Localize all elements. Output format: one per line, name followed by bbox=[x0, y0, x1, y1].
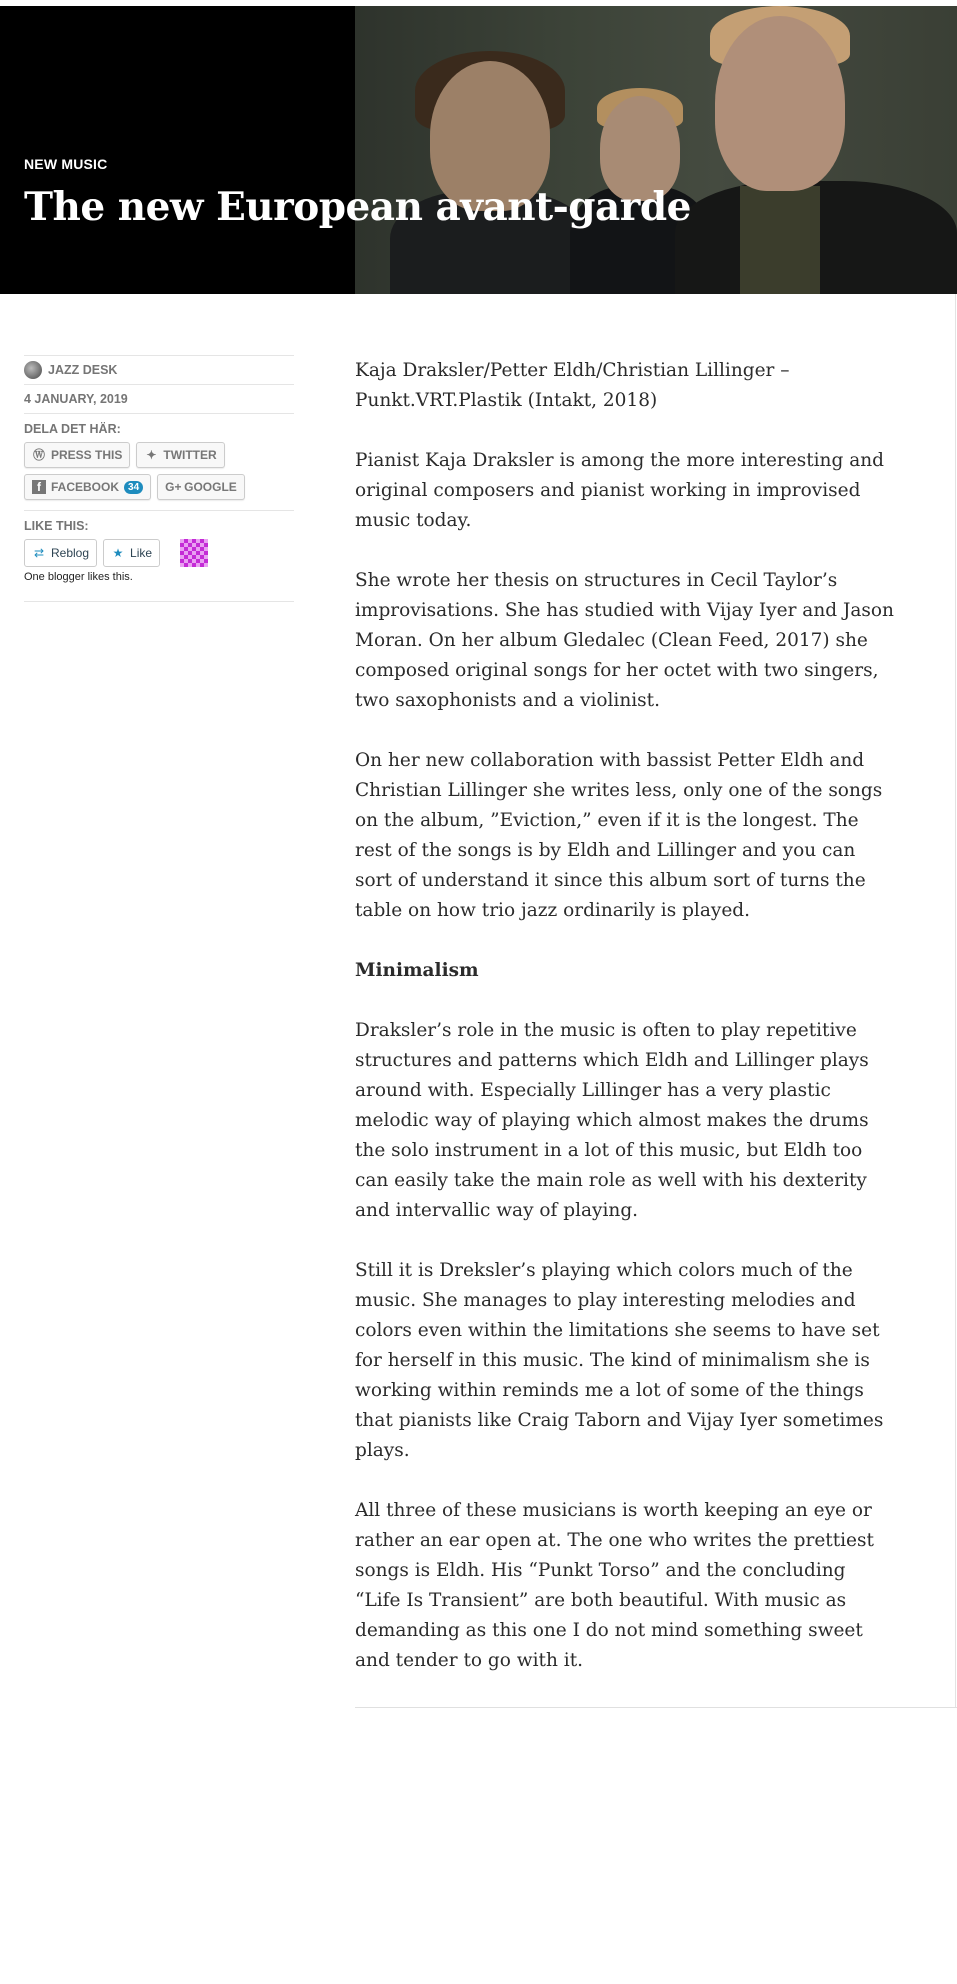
entry-footer-divider bbox=[355, 1707, 957, 1708]
post-date[interactable]: 4 JANUARY, 2019 bbox=[24, 392, 128, 406]
share-press-this-button[interactable]: Ⓦ PRESS THIS bbox=[24, 442, 130, 468]
star-icon: ★ bbox=[112, 546, 124, 560]
like-label: LIKE THIS: bbox=[24, 519, 89, 533]
page-title: The new European avant-garde bbox=[24, 184, 691, 230]
article-paragraph: Still it is Dreksler’s playing which colors much of the music. She manages to play interesting melodies and colors even within the limitations she seems to have set for herself in this music. The kind of minimalism she is working within reminds me a lot of some of the things that pianists like Craig Taborn and Vijay Iyer sometimes plays. bbox=[355, 1260, 884, 1461]
entry-meta bbox=[24, 355, 294, 602]
content-border bbox=[955, 294, 956, 1707]
featured-image bbox=[355, 6, 957, 294]
article-paragraph: Draksler’s role in the music is often to play repetitive structures and patterns which Eldh and Lillinger plays around with. Especially Lillinger has a very plastic melodic way of playing which almost makes the drums the solo instrument in a lot of this music, but Eldh too can easily take the main role as well with his dexterity and intervallic way of playing. bbox=[355, 1020, 869, 1221]
share-buttons bbox=[24, 442, 294, 500]
category-link[interactable]: NEW MUSIC bbox=[24, 156, 108, 172]
article-paragraph: All three of these musicians is worth keeping an eye or rather an ear open at. The one who writes the prettiest songs is Eldh. His “Punkt Torso” and the concluding “Life Is Transient” are both beautiful. With music as demanding as this one I do not mind something sweet and tender to go with it. bbox=[355, 1500, 874, 1671]
like-button[interactable]: ★ Like bbox=[103, 539, 160, 567]
author-name[interactable]: JAZZ DESK bbox=[48, 363, 118, 377]
article-paragraph: Kaja Draksler/Petter Eldh/Christian Lillinger – Punkt.VRT.Plastik (Intakt, 2018) bbox=[355, 360, 790, 411]
reblog-button[interactable]: ⇄ Reblog bbox=[24, 539, 97, 567]
wordpress-icon: Ⓦ bbox=[32, 448, 45, 462]
facebook-icon: f bbox=[32, 480, 46, 494]
share-twitter-button[interactable]: ✦ TWITTER bbox=[136, 442, 224, 468]
entry-content bbox=[355, 356, 895, 1706]
like-count-text: One blogger likes this. bbox=[24, 571, 133, 583]
liker-avatar[interactable] bbox=[180, 539, 208, 567]
share-google-button[interactable]: G+ GOOGLE bbox=[157, 474, 245, 500]
share-label: DELA DET HÄR: bbox=[24, 422, 121, 436]
avatar bbox=[24, 361, 42, 379]
twitter-icon: ✦ bbox=[146, 448, 157, 462]
share-facebook-button[interactable]: f FACEBOOK 34 bbox=[24, 474, 151, 500]
author-link[interactable] bbox=[24, 356, 294, 384]
hero-banner bbox=[0, 6, 957, 294]
article-paragraph: She wrote her thesis on structures in Cecil Taylor’s improvisations. She has studied with Vijay Iyer and Jason Moran. On her album Gledalec (Clean Feed, 2017) she composed original songs for her octet with two singers, two saxophonists and a violinist. bbox=[355, 570, 894, 711]
article-paragraph: Pianist Kaja Draksler is among the more interesting and original composers and pianist working in improvised music today. bbox=[355, 450, 884, 531]
share-count-badge: 34 bbox=[124, 481, 143, 494]
google-plus-icon: G+ bbox=[165, 480, 182, 494]
reblog-icon: ⇄ bbox=[33, 546, 45, 560]
article-subheading: Minimalism bbox=[355, 960, 479, 981]
article-paragraph: On her new collaboration with bassist Petter Eldh and Christian Lillinger she writes less, only one of the songs on the album, ”Eviction,” even if it is the longest. The rest of the songs is by Eldh and Lillinger and you can sort of understand it since this album sort of turns the table on how trio jazz ordinarily is played. bbox=[355, 750, 883, 921]
